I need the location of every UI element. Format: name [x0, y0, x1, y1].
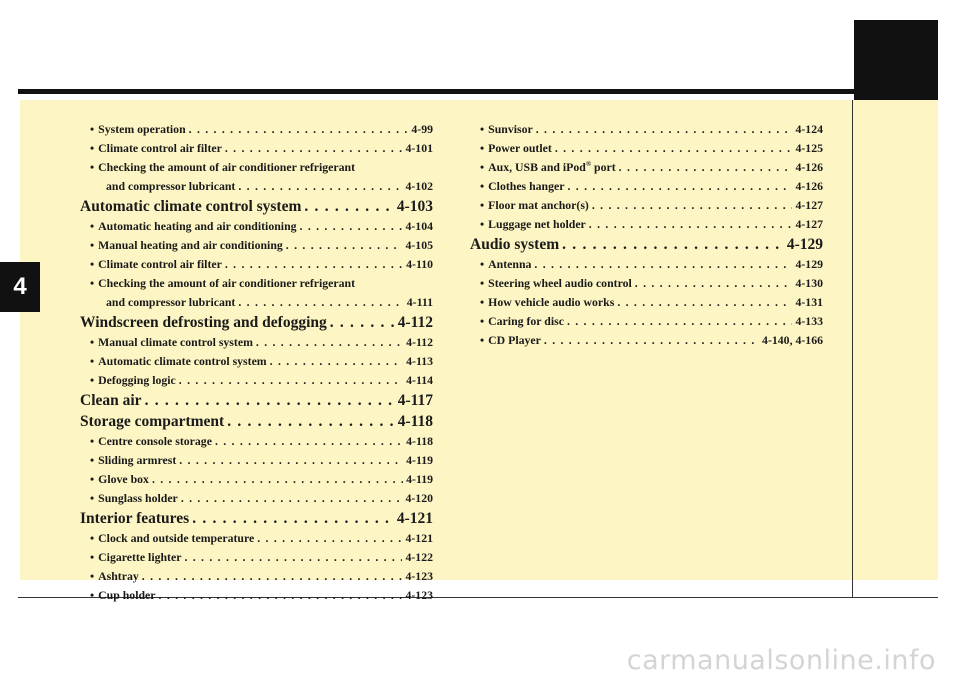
leader-dots — [567, 312, 793, 331]
toc-entry[interactable] — [80, 451, 433, 470]
toc-entry[interactable] — [470, 215, 823, 234]
toc-entry[interactable] — [80, 548, 433, 567]
page-number: 4-122 — [405, 550, 433, 564]
leader-dots — [589, 215, 793, 234]
bullet-icon: • — [480, 179, 485, 193]
leader-dots — [619, 158, 793, 177]
bullet-icon: • — [90, 491, 95, 505]
toc-entry[interactable] — [80, 333, 433, 352]
page-number: 4-127 — [795, 217, 823, 231]
toc-label: Windscreen defrosting and defogging — [80, 314, 327, 331]
bullet-icon: • — [90, 472, 95, 486]
leader-dots — [257, 529, 402, 548]
toc-entry[interactable] — [80, 217, 433, 236]
toc-right-column — [470, 120, 823, 350]
toc-label: Automatic heating and air conditioning — [98, 219, 297, 233]
leader-dots — [225, 139, 403, 158]
toc-entry[interactable] — [80, 371, 433, 390]
page-number: 4-121 — [405, 531, 433, 545]
page-number: 4-118 — [406, 434, 433, 448]
toc-label: Glove box — [98, 472, 149, 486]
leader-dots — [568, 177, 793, 196]
toc-section[interactable] — [80, 196, 433, 217]
top-rule — [18, 89, 854, 94]
toc-entry[interactable] — [80, 352, 433, 371]
toc-section[interactable] — [80, 508, 433, 529]
toc-label: Interior features — [80, 510, 190, 527]
page-number: 4-99 — [411, 122, 433, 136]
toc-label: System operation — [98, 122, 186, 136]
page-number: 4-126 — [795, 160, 823, 174]
toc-label: Checking the amount of air conditioner refrigerant — [98, 160, 356, 174]
bullet-icon: • — [480, 198, 485, 212]
page-number: 4-125 — [795, 141, 823, 155]
toc-section[interactable] — [470, 234, 823, 255]
leader-dots — [534, 255, 792, 274]
toc-label: Automatic climate control system — [80, 198, 302, 215]
toc-entry[interactable] — [80, 586, 433, 605]
toc-entry[interactable] — [80, 470, 433, 489]
toc-entry[interactable] — [470, 331, 823, 350]
leader-dots — [562, 234, 784, 255]
bullet-icon: • — [90, 238, 95, 252]
bullet-icon: • — [90, 219, 95, 233]
page-number: 4-110 — [406, 257, 433, 271]
toc-label: Caring for disc — [488, 314, 564, 328]
toc-entry[interactable] — [80, 489, 433, 508]
leader-dots — [192, 508, 394, 529]
leader-dots — [179, 451, 403, 470]
leader-dots — [181, 489, 403, 508]
bullet-icon: • — [90, 588, 95, 602]
toc-label: CD Player — [488, 333, 541, 347]
leader-dots — [635, 274, 793, 293]
toc-label: Luggage net holder — [488, 217, 586, 231]
leader-dots — [330, 312, 395, 333]
page-number: 4-124 — [795, 122, 823, 136]
page-number: 4-126 — [795, 179, 823, 193]
bullet-icon: • — [90, 569, 95, 583]
toc-entry[interactable] — [80, 255, 433, 274]
page-number: 4-114 — [406, 373, 433, 387]
bullet-icon: • — [90, 141, 95, 155]
leader-dots — [536, 120, 793, 139]
toc-entry[interactable] — [470, 312, 823, 331]
bullet-icon: • — [480, 160, 485, 174]
toc-section[interactable] — [80, 390, 433, 411]
toc-entry[interactable] — [80, 274, 433, 293]
page-number: 4-129 — [795, 257, 823, 271]
page-number: 4-119 — [406, 472, 433, 486]
toc-entry[interactable] — [470, 293, 823, 312]
bullet-icon: • — [480, 217, 485, 231]
toc-entry[interactable] — [80, 567, 433, 586]
page-number: 4-129 — [786, 236, 823, 253]
toc-label: Manual climate control system — [98, 335, 253, 349]
toc-label: Sliding armrest — [98, 453, 177, 467]
page-number: 4-123 — [405, 569, 433, 583]
toc-entry[interactable] — [470, 274, 823, 293]
leader-dots — [225, 255, 403, 274]
page-number: 4-101 — [405, 141, 433, 155]
page-number: 4-104 — [405, 219, 433, 233]
toc-label: and compressor lubricant — [106, 179, 236, 193]
toc-label: Defogging logic — [98, 373, 176, 387]
leader-dots — [238, 293, 403, 312]
chapter-corner-block — [854, 20, 938, 106]
toc-label: Cup holder — [98, 588, 156, 602]
toc-label: Sunvisor — [488, 122, 533, 136]
leader-dots — [179, 371, 403, 390]
page-number: 4-123 — [405, 588, 433, 602]
toc-entry[interactable] — [470, 158, 823, 177]
page-number: 4-112 — [397, 314, 433, 331]
toc-entry[interactable] — [80, 432, 433, 451]
toc-label: Clothes hanger — [488, 179, 565, 193]
page-number: 4-120 — [405, 491, 433, 505]
bullet-icon: • — [90, 373, 95, 387]
toc-entry[interactable] — [80, 529, 433, 548]
leader-dots — [286, 236, 403, 255]
page-number: 4-111 — [406, 295, 433, 309]
page-number: 4-119 — [406, 453, 433, 467]
toc-label: Power outlet — [488, 141, 552, 155]
toc-label: How vehicle audio works — [488, 295, 615, 309]
bullet-icon: • — [90, 160, 95, 174]
page-number: 4-105 — [405, 238, 433, 252]
bullet-icon: • — [480, 257, 485, 271]
toc-label: Automatic climate control system — [98, 354, 267, 368]
toc-entry[interactable] — [80, 139, 433, 158]
bullet-icon: • — [90, 335, 95, 349]
toc-label: Sunglass holder — [98, 491, 178, 505]
page-number: 4-130 — [795, 276, 823, 290]
page-number: 4-112 — [406, 335, 433, 349]
bullet-icon: • — [90, 276, 95, 290]
leader-dots — [270, 352, 403, 371]
page-number: 4-118 — [397, 413, 433, 430]
toc-entry[interactable] — [470, 139, 823, 158]
toc-label: Steering wheel audio control — [488, 276, 632, 290]
bullet-icon: • — [90, 257, 95, 271]
page-number: 4-102 — [405, 179, 433, 193]
toc-label: Clean air — [80, 392, 142, 409]
toc-label: Manual heating and air conditioning — [98, 238, 283, 252]
toc-entry[interactable] — [80, 158, 433, 177]
toc-label: Aux, USB and iPod® port — [488, 160, 616, 174]
toc-section[interactable] — [80, 312, 433, 333]
page-number: 4-133 — [795, 314, 823, 328]
leader-dots — [544, 331, 759, 350]
bullet-icon: • — [480, 141, 485, 155]
toc-label: and compressor lubricant — [106, 295, 236, 309]
bullet-icon: • — [480, 122, 485, 136]
toc-left-column — [80, 120, 433, 605]
bullet-icon: • — [90, 550, 95, 564]
toc-label: Ashtray — [98, 569, 139, 583]
bullet-icon: • — [90, 122, 95, 136]
bullet-icon: • — [90, 434, 95, 448]
toc-label: Climate control air filter — [98, 257, 222, 271]
toc-label: Centre console storage — [98, 434, 212, 448]
toc-label: Cigarette lighter — [98, 550, 182, 564]
leader-dots — [145, 390, 395, 411]
leader-dots — [555, 139, 793, 158]
leader-dots — [184, 548, 402, 567]
bullet-icon: • — [480, 276, 485, 290]
toc-label: Audio system — [470, 236, 560, 253]
margin-divider — [852, 100, 853, 597]
leader-dots — [159, 586, 403, 605]
bullet-icon: • — [480, 333, 485, 347]
toc-section[interactable] — [80, 411, 433, 432]
toc-entry[interactable] — [80, 293, 433, 312]
toc-label: Antenna — [488, 257, 532, 271]
leader-dots — [189, 120, 409, 139]
toc-entry[interactable] — [80, 236, 433, 255]
bullet-icon: • — [90, 453, 95, 467]
leader-dots — [215, 432, 403, 451]
leader-dots — [142, 567, 403, 586]
toc-entry[interactable] — [470, 196, 823, 215]
watermark: carmanualsonline.info — [626, 645, 936, 676]
bullet-icon: • — [480, 314, 485, 328]
leader-dots — [227, 411, 394, 432]
page-number: 4-121 — [396, 510, 433, 527]
bullet-icon: • — [90, 354, 95, 368]
toc-label: Checking the amount of air conditioner refrigerant — [98, 276, 356, 290]
toc-entry[interactable] — [80, 177, 433, 196]
chapter-tab[interactable]: 4 — [0, 262, 40, 312]
page-number: 4-140, 4-166 — [762, 333, 823, 347]
page-number: 4-131 — [795, 295, 823, 309]
toc-entry[interactable] — [470, 255, 823, 274]
bullet-icon: • — [480, 295, 485, 309]
leader-dots — [304, 196, 393, 217]
toc-label: Storage compartment — [80, 413, 225, 430]
leader-dots — [592, 196, 793, 215]
page-number: 4-127 — [795, 198, 823, 212]
leader-dots — [617, 293, 792, 312]
toc-entry[interactable] — [470, 120, 823, 139]
leader-dots — [238, 177, 402, 196]
toc-label: Clock and outside temperature — [98, 531, 255, 545]
toc-entry[interactable] — [470, 177, 823, 196]
leader-dots — [300, 217, 403, 236]
toc-label: Climate control air filter — [98, 141, 222, 155]
toc-entry[interactable] — [80, 120, 433, 139]
leader-dots — [256, 333, 403, 352]
page-number: 4-103 — [396, 198, 433, 215]
bullet-icon: • — [90, 531, 95, 545]
page-number: 4-113 — [406, 354, 433, 368]
toc-label: Floor mat anchor(s) — [488, 198, 589, 212]
page-number: 4-117 — [397, 392, 433, 409]
leader-dots — [152, 470, 403, 489]
